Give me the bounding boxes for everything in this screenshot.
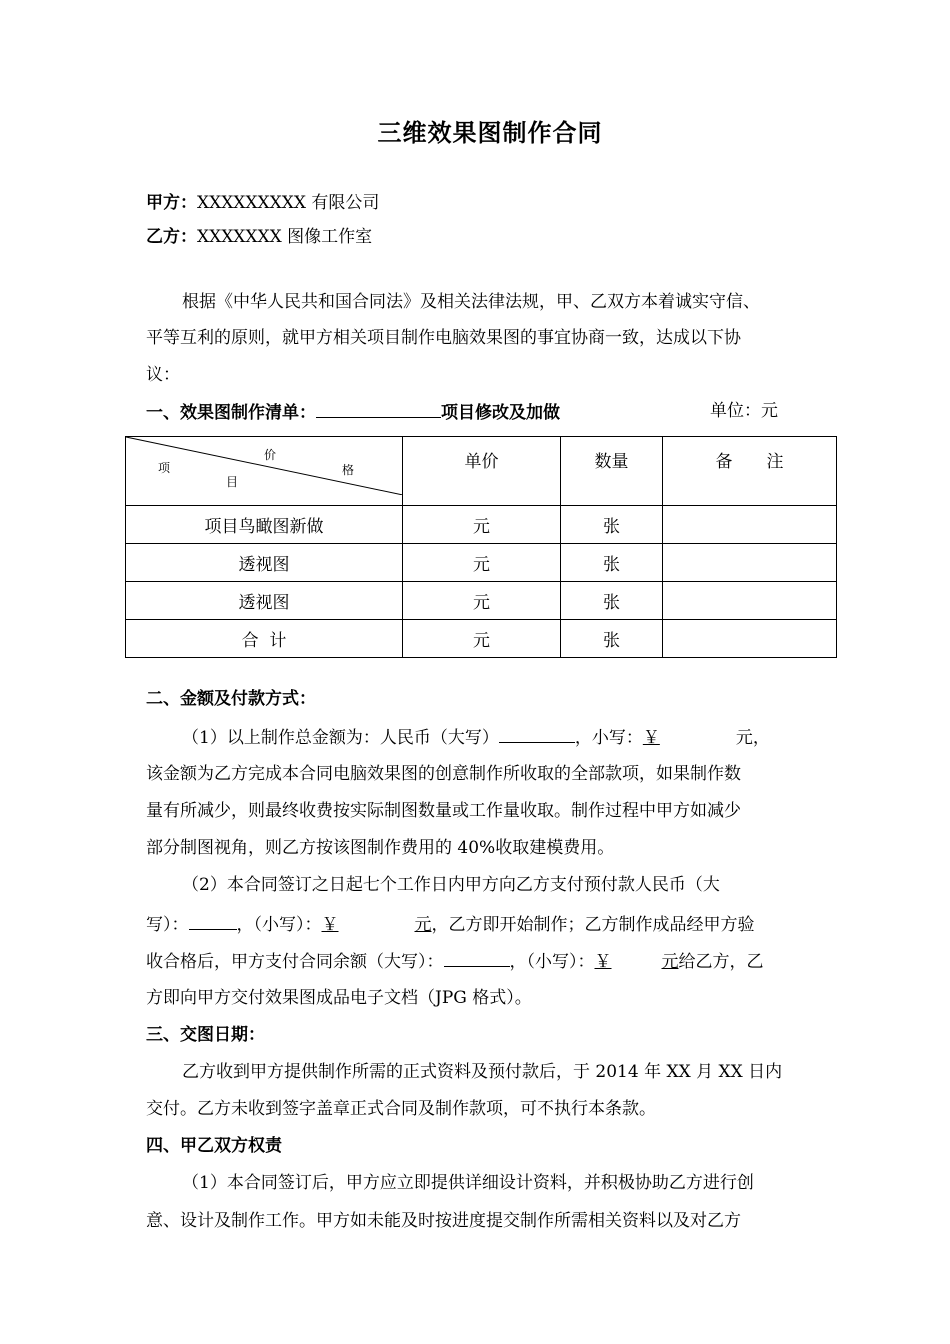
row-price: 元 xyxy=(403,506,561,544)
table-row xyxy=(126,582,837,620)
s3-line-1: 乙方收到甲方提供制作所需的正式资料及预付款后，于 2014 年 XX 月 XX 日内 xyxy=(182,1062,783,1082)
diag-label-grid: 格 xyxy=(342,463,355,477)
row-price: 元 xyxy=(403,582,561,620)
yen-sign: ￥ xyxy=(321,915,339,935)
section4-heading: 四、甲乙双方权责 xyxy=(146,1136,282,1156)
row-qty: 张 xyxy=(561,620,663,658)
prepay-capital-blank xyxy=(189,911,237,930)
production-list-table xyxy=(125,436,837,658)
diag-label-price: 价 xyxy=(264,448,277,462)
s2-p1-line-4: 部分制图视角，则乙方按该图制作费用的 40%收取建模费用。 xyxy=(146,838,615,858)
diag-label-item: 项 xyxy=(158,461,171,475)
section3-heading: 三、交图日期： xyxy=(146,1025,265,1045)
row-price: 元 xyxy=(403,544,561,582)
unit-label: 单位：元 xyxy=(710,401,778,421)
s2-p2-text-a: 写）： xyxy=(146,915,189,935)
row-item: 透视图 xyxy=(126,544,403,582)
header-unit-price: 单价 xyxy=(403,437,561,506)
s2-p2-line-1: （2）本合同签订之日起七个工作日内甲方向乙方支付预付款人民币（大 xyxy=(182,875,720,895)
party-b-label: 乙方： xyxy=(146,227,197,247)
s2-p1-line-2: 该金额为乙方完成本合同电脑效果图的创意制作所收取的全部款项，如果制作数 xyxy=(146,764,741,784)
row-qty: 张 xyxy=(561,582,663,620)
party-a-value: XXXXXXXXX 有限公司 xyxy=(197,193,380,213)
row-note xyxy=(663,620,837,658)
party-a-line xyxy=(146,191,379,215)
section2-heading: 二、金额及付款方式： xyxy=(146,689,316,709)
s2-p1-text-d: 元， xyxy=(735,728,770,748)
prepay-small-blank xyxy=(322,915,432,935)
section1-heading xyxy=(146,399,560,425)
table-row-total xyxy=(126,620,837,658)
row-price: 元 xyxy=(403,620,561,658)
project-name-blank xyxy=(316,399,441,418)
s2-p2-line-3 xyxy=(146,948,764,974)
s3-line-2: 交付。乙方未收到签字盖章正式合同及制作款项，可不执行本条款。 xyxy=(146,1099,656,1119)
header-remarks: 备 注 xyxy=(663,437,837,506)
row-item: 透视图 xyxy=(126,582,403,620)
yuan-unit: 元 xyxy=(661,952,679,972)
diagonal-header-cell xyxy=(126,437,403,506)
party-a-label: 甲方： xyxy=(146,193,197,213)
section1-heading-suffix: 项目修改及加做 xyxy=(441,403,560,423)
s2-p2-text-e: ，乙方即开始制作；乙方制作成品经甲方验 xyxy=(431,915,755,935)
s2-p2-text-g: ，（小写）： xyxy=(509,952,595,972)
table-header-row xyxy=(126,437,837,506)
row-item: 合 计 xyxy=(126,620,403,658)
s2-p2-text-f: 收合格后，甲方支付合同余额（大写）： xyxy=(146,952,444,972)
s4-line-1: （1）本合同签订后，甲方应立即提供详细设计资料，并积极协助乙方进行创 xyxy=(182,1173,754,1193)
s2-p2-line-2 xyxy=(146,911,755,937)
row-qty: 张 xyxy=(561,544,663,582)
yen-sign: ￥ xyxy=(594,952,612,972)
amount-capital-blank xyxy=(499,724,575,743)
s2-p2-line-4: 方即向甲方交付效果图成品电子文档（JPG 格式）。 xyxy=(146,988,532,1008)
balance-capital-blank xyxy=(444,948,510,967)
s2-p1-text-b: ，小写： xyxy=(574,728,643,748)
row-note xyxy=(663,544,837,582)
s2-p2-text-b: ，（小写）： xyxy=(236,915,322,935)
s2-p2-text-h: 给乙方，乙 xyxy=(678,952,764,972)
row-note xyxy=(663,506,837,544)
diag-label-mu: 目 xyxy=(226,475,239,489)
balance-small-blank xyxy=(595,952,679,972)
s2-p1-text-a: （1）以上制作总金额为：人民币（大写） xyxy=(182,728,499,748)
intro-line-2: 平等互利的原则，就甲方相关项目制作电脑效果图的事宜协商一致，达成以下协 xyxy=(146,328,741,348)
row-qty: 张 xyxy=(561,506,663,544)
s4-line-2: 意、设计及制作工作。甲方如未能及时按进度提交制作所需相关资料以及对乙方 xyxy=(146,1211,741,1231)
s2-p1-line-3: 量有所减少，则最终收费按实际制图数量或工作量收取。制作过程中甲方如减少 xyxy=(146,801,741,821)
table-row xyxy=(126,506,837,544)
party-b-value: XXXXXXX 图像工作室 xyxy=(197,227,373,247)
party-b-line xyxy=(146,225,372,249)
page-title: 三维效果图制作合同 xyxy=(377,118,603,147)
intro-line-3: 议： xyxy=(146,365,180,385)
section1-heading-text: 一、效果图制作清单： xyxy=(146,403,316,423)
table-row xyxy=(126,544,837,582)
s2-p1-line-1 xyxy=(182,724,770,750)
amount-small-blank xyxy=(643,728,736,748)
header-quantity: 数量 xyxy=(561,437,663,506)
intro-line-1: 根据《中华人民共和国合同法》及相关法律法规，甲、乙双方本着诚实守信、 xyxy=(182,292,760,312)
yuan-unit: 元 xyxy=(414,915,432,935)
row-note xyxy=(663,582,837,620)
row-item: 项目鸟瞰图新做 xyxy=(126,506,403,544)
yen-sign: ￥ xyxy=(642,728,660,748)
